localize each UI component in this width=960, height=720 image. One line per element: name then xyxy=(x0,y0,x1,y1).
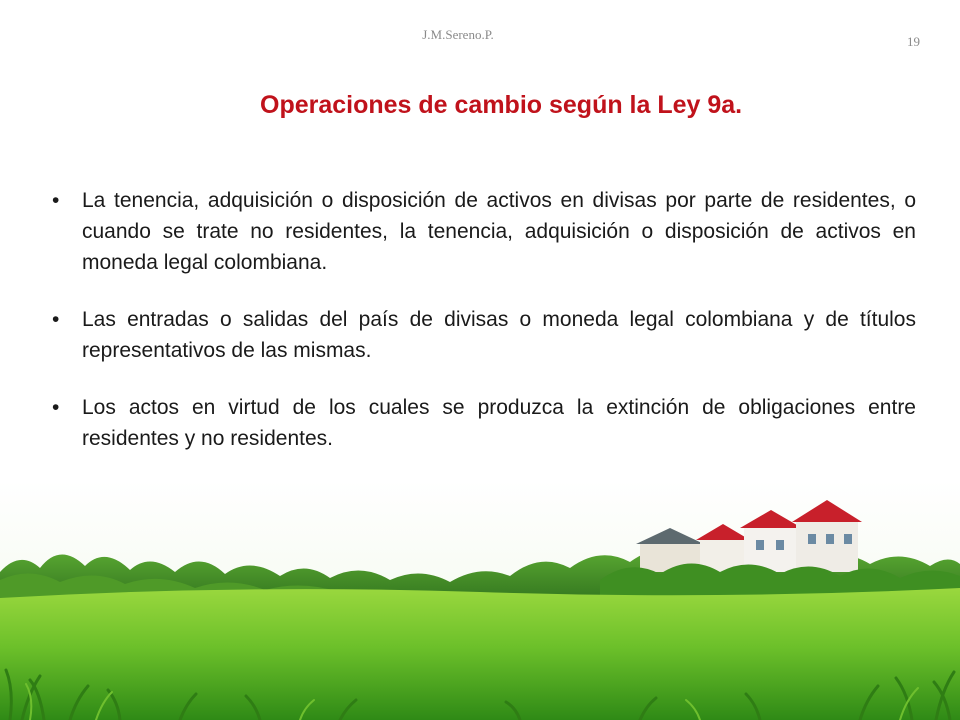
meadow xyxy=(0,588,960,720)
bullet-dot-icon: • xyxy=(52,396,60,419)
author-label: J.M.Sereno.P. xyxy=(422,27,494,42)
bullet-item xyxy=(52,304,916,366)
bullet-list xyxy=(52,185,916,480)
bullet-text: La tenencia, adquisición o disposición de activos en divisas por parte de residentes, o cuando se trate no residentes, la tenencia, adquisición o disposición de activos en moneda legal colombiana. xyxy=(82,189,916,274)
page-number: 19 xyxy=(907,34,920,49)
bullet-text: Los actos en virtud de los cuales se produzca la extinción de obligaciones entre residentes y no residentes. xyxy=(82,396,916,450)
bullet-text: Las entradas o salidas del país de divisas o moneda legal colombiana y de títulos representativos de las mismas. xyxy=(82,308,916,362)
bullet-item xyxy=(52,185,916,278)
bullet-dot-icon: • xyxy=(52,308,60,331)
bullet-dot-icon: • xyxy=(52,189,60,212)
slide-title: Operaciones de cambio según la Ley 9a. xyxy=(260,91,743,119)
bullet-item xyxy=(52,392,916,454)
landscape-illustration xyxy=(0,480,960,720)
